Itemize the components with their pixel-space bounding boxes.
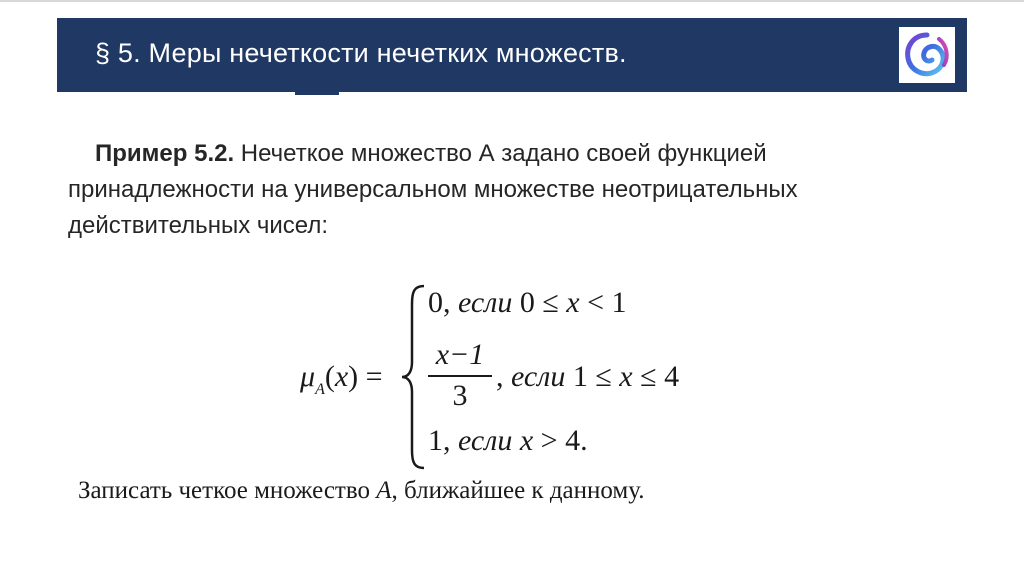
case2-end: ≤ 4 — [632, 360, 680, 393]
case2-cond: 1 ≤ — [565, 360, 620, 393]
case1-end: < 1 — [579, 286, 627, 319]
formula-x: x — [334, 360, 349, 393]
case2-x: x — [619, 360, 633, 393]
formula-case-3 — [428, 424, 588, 458]
case1-value: 0, — [428, 286, 458, 319]
task-text-before: Записать четкое множество — [78, 477, 377, 504]
example-text-line2: принадлежности на универсальном множестве неотрицательных — [68, 176, 798, 203]
formula-paren-open: ( — [324, 360, 335, 393]
fraction-numerator: x−1 — [435, 338, 485, 371]
case1-word: если — [458, 286, 513, 319]
case3-word: если — [458, 424, 513, 457]
task-statement — [78, 477, 645, 505]
task-text-after: , ближайшее к данному. — [391, 477, 645, 504]
formula-case-2 — [496, 360, 679, 394]
slide-title: § 5. Меры нечеткости нечетких множеств. — [95, 38, 627, 68]
example-paragraph — [68, 136, 928, 244]
case1-cond: 0 ≤ — [512, 286, 567, 319]
membership-function-formula — [300, 278, 740, 478]
task-set-name: A — [376, 477, 392, 504]
case1-x: x — [566, 286, 580, 319]
curly-brace — [400, 282, 428, 472]
slide-header — [57, 18, 967, 92]
fraction-denominator: 3 — [452, 379, 468, 412]
formula-subscript: A — [315, 381, 325, 398]
case2-word: если — [511, 360, 566, 393]
case3-end: > 4. — [533, 424, 588, 457]
spiral-logo-icon — [899, 27, 955, 83]
fraction-bar — [428, 375, 492, 377]
formula-paren-close: ) = — [348, 360, 383, 393]
example-text-line1: Нечеткое множество А задано своей функцией — [234, 140, 767, 167]
formula-case-1 — [428, 286, 627, 320]
formula-lhs — [300, 360, 383, 399]
header-accent — [295, 92, 339, 95]
case3-value: 1, — [428, 424, 458, 457]
case2-sep: , — [496, 360, 511, 393]
formula-fraction — [428, 338, 492, 413]
case3-x: x — [512, 424, 534, 457]
top-border-line — [0, 0, 1024, 2]
formula-mu: μ — [300, 360, 316, 393]
example-text-line3: действительных чисел: — [68, 212, 328, 239]
example-label: Пример 5.2. — [95, 140, 235, 167]
